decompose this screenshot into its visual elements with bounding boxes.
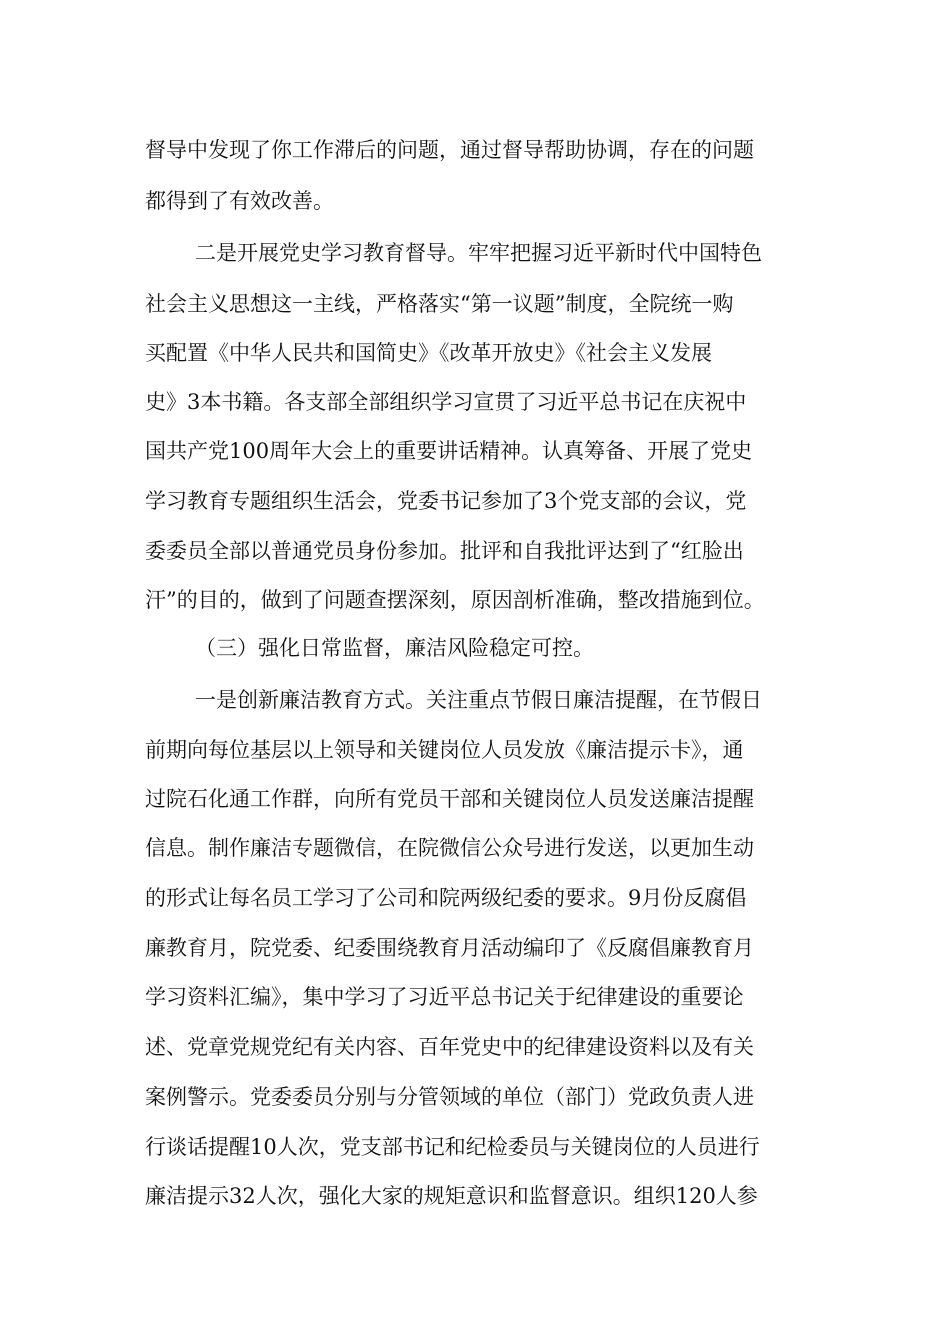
text-line-10: 汗”的目的，做到了问题查摆深刻，原因剖析准确，整改措施到位。 xyxy=(145,588,765,612)
text-line-15: 信息。制作廉洁专题微信，在院微信公众号进行发送，以更加生动 xyxy=(145,836,754,860)
text-line-8: 学习教育专题组织生活会，党委书记参加了3个党支部的会议，党 xyxy=(145,489,747,513)
text-line-19: 述、党章党规党纪有关内容、百年党史中的纪律建设资料以及有关 xyxy=(145,1035,754,1059)
text-line-18: 学习资料汇编》，集中学习了习近平总书记关于纪律建设的重要论 xyxy=(145,985,744,1009)
text-line-6: 史》3本书籍。各支部全部组织学习宣贯了习近平总书记在庆祝中 xyxy=(145,390,747,414)
text-line-16: 的形式让每名员工学习了公司和院两级纪委的要求。9月份反腐倡 xyxy=(145,886,747,910)
text-line-7: 国共产党100周年大会上的重要讲话精神。认真筹备、开展了党史 xyxy=(145,439,753,463)
text-line-1: 督导中发现了你工作滞后的问题，通过督导帮助协调，存在的问题 xyxy=(145,138,754,162)
text-line-5: 买配置《中华人民共和国简史》《改革开放史》《社会主义发展 xyxy=(145,341,712,365)
text-line-2: 都得到了有效改善。 xyxy=(145,189,334,213)
text-line-22: 廉洁提示32人次，强化大家的规矩意识和监督意识。组织120人参 xyxy=(145,1184,758,1208)
text-line-21: 行谈话提醒10人次，党支部书记和纪检委员与关键岗位的人员进行 xyxy=(145,1135,760,1159)
text-line-17: 廉教育月，院党委、纪委围绕教育月活动编印了《反腐倡廉教育月 xyxy=(145,936,754,960)
section-heading: （三）强化日常监督，廉洁风险稳定可控。 xyxy=(195,636,594,660)
text-line-9: 委委员全部以普通党员身份参加。批评和自我批评达到了“红脸出 xyxy=(145,539,744,563)
text-line-4: 社会主义思想这一主线，严格落实“第一议题”制度，全院统一购 xyxy=(145,292,734,316)
text-line-12: 一是创新廉洁教育方式。关注重点节假日廉洁提醒，在节假日 xyxy=(195,688,762,712)
text-line-13: 前期向每位基层以上领导和关键岗位人员发放《廉洁提示卡》，通 xyxy=(145,738,744,762)
text-line-3: 二是开展党史学习教育督导。牢牢把握习近平新时代中国特色 xyxy=(195,241,762,265)
text-line-14: 过院石化通工作群，向所有党员干部和关键岗位人员发送廉洁提醒 xyxy=(145,787,754,811)
text-line-20: 案例警示。党委委员分别与分管领域的单位（部门）党政负责人进 xyxy=(145,1085,754,1109)
